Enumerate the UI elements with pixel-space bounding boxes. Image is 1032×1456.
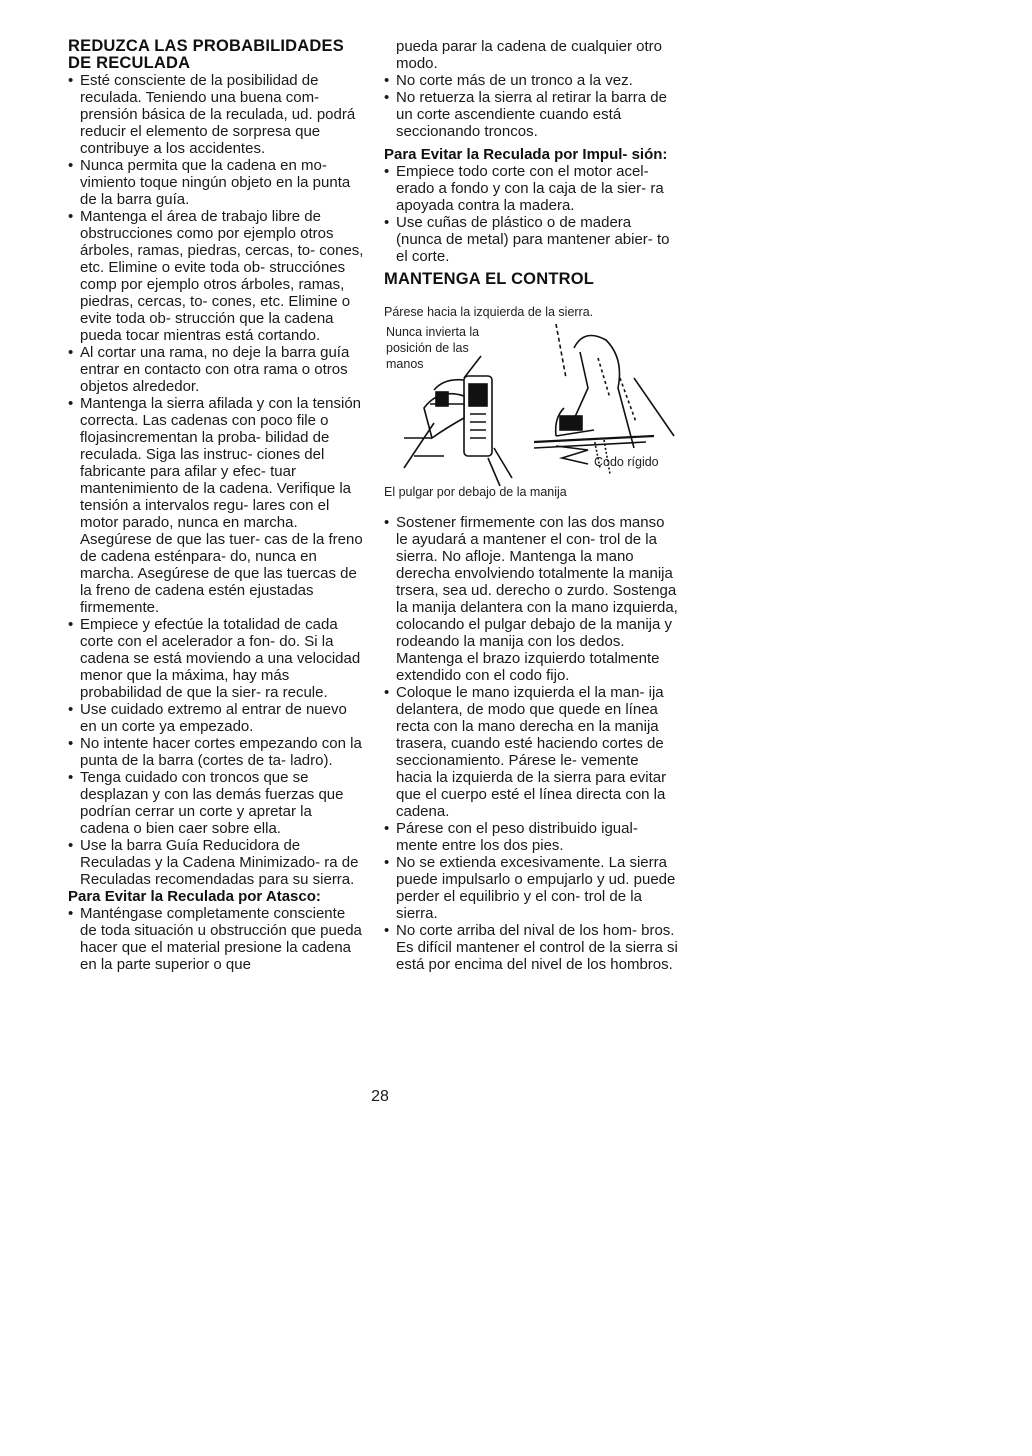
impulsion-list bbox=[384, 163, 678, 265]
heading-atasco: Para Evitar la Reculada por Atasco: bbox=[68, 888, 321, 905]
list-item: • No intente hacer cortes empezando con la punta de la barra (cortes de ta- ladro). bbox=[68, 735, 364, 769]
list-item: • Empiece todo corte con el motor acel- erado a fondo y con la caja de la sier- ra apoyada contra la madera. bbox=[384, 163, 678, 214]
figure-caption-top: Párese hacia la izquierda de la sierra. bbox=[384, 305, 594, 319]
list-item: • Esté consciente de la posibilidad de reculada. Teniendo una buena com- prensión básica de la reculada, ud. podrá reducir el elemento de sorpresa que contribuye a los accidentes. bbox=[68, 72, 364, 157]
list-item: • Use la barra Guía Reducidora de Reculadas y la Cadena Minimizado- ra de Reculadas recomendadas para su sierra. bbox=[68, 837, 364, 888]
page-number: 28 bbox=[371, 1088, 389, 1105]
list-item: • Coloque le mano izquierda el la man- ija delantera, de modo que quede en línea recta con la mano derecha en la manija trasera, cuando esté haciendo cortes de seccionamiento. Párese le- vemente hacia la izquierda de la sierra para evitar que el cuerpo esté el línea directa con la cadena. bbox=[384, 684, 678, 820]
control-list bbox=[384, 514, 678, 973]
list-item: • Sostener firmemente con las dos manso le ayudará a mantener el con- trol de la sierra. No afloje. Mantenga la mano derecha envolviendo totalmente la manija trsera, sea ud. derecho o zurdo. Sostenga la manija delantera con la mano izquierda, colocando el pulgar debajo de la manija y rodeando la manija con los dedos. Mantenga el brazo izquierdo totalmente extendido con el codo fijo. bbox=[384, 514, 678, 684]
list-item: • Empiece y efectúe la totalidad de cada corte con el acelerador a fon- do. Si la cadena se está moviendo a una velocidad menor que la máxima, hay más probabilidad de que la sier- ra recule. bbox=[68, 616, 364, 701]
list-item: • Al cortar una rama, no deje la barra guía entrar en contacto con otra rama o otros objetos alrededor. bbox=[68, 344, 364, 395]
list-item: • Párese con el peso distribuido igual- mente entre los dos pies. bbox=[384, 820, 678, 854]
list-item: • No corte arriba del nival de los hom- bros. Es difícil mantener el control de la sierra si está por encima del nivel de los hombros. bbox=[384, 922, 678, 973]
list-item: • Use cuñas de plástico o de madera (nunca de metal) para mantener abier- to el corte. bbox=[384, 214, 678, 265]
heading-reduzca: REDUZCA LAS PROBABILIDADES DE RECULADA bbox=[68, 37, 344, 72]
control-figure bbox=[384, 304, 678, 500]
figure-label-elbow: Codo rígido bbox=[594, 455, 659, 469]
list-item: • No retuerza la sierra al retirar la barra de un corte ascendiente cuando está seccionando troncos. bbox=[384, 89, 678, 140]
figure-label-hands: Nunca invierta la posición de las manos bbox=[386, 325, 480, 371]
list-item: • No se extienda excesivamente. La sierra puede impulsarlo o empujarlo y ud. puede perder el equilibrio y el con- trol de la sierra. bbox=[384, 854, 678, 922]
atasco-list bbox=[68, 905, 364, 973]
list-item: • Tenga cuidado con troncos que se desplazan y con las demás fuerzas que podrían cerrar un corte y apretar la cadena o bien caer sobre ella. bbox=[68, 769, 364, 837]
tronco-list bbox=[384, 72, 678, 140]
list-item: • Nunca permita que la cadena en mo- vimiento toque ningún objeto en la punta de la barra guía. bbox=[68, 157, 364, 208]
left-column bbox=[68, 38, 364, 973]
heading-impulsion: Para Evitar la Reculada por Impul- sión: bbox=[384, 146, 668, 163]
list-item: • No corte más de un tronco a la vez. bbox=[384, 72, 678, 89]
list-item: • Use cuidado extremo al entrar de nuevo en un corte ya empezado. bbox=[68, 701, 364, 735]
right-column bbox=[384, 38, 678, 973]
heading-mantenga-control: MANTENGA EL CONTROL bbox=[384, 270, 595, 288]
reculada-list bbox=[68, 72, 364, 888]
list-item: • Manténgase completamente consciente de toda situación u obstrucción que pueda hacer que el material presione la cadena en la parte superior o que bbox=[68, 905, 364, 973]
list-item: • Mantenga la sierra afilada y con la tensión correcta. Las cadenas con poco file o flojasincrementan la proba- bilidad de reculada. Siga las instruc- ciones del fabricante para afilar y efec- tuar mantenimiento de la cadena. Verifique la tensión a intervalos regu- lares con el motor parado, nunca en marcha. Asegúrese de que las tuer- cas de la freno de cadena esténpara- do, nunca en marcha. Asegúrese de que las tuercas de la freno de cadena estén ejustadas firmemente. bbox=[68, 395, 364, 616]
continued-text: pueda parar la cadena de cualquier otro modo. bbox=[396, 38, 663, 72]
list-item: • Mantenga el área de trabajo libre de obstrucciones como por ejemplo otros árboles, ramas, piedras, cercas, to- cones, etc. Elimine o evite toda ob- strucciónes comp por ejemplo otros árboles, ramas, piedras, cercas, to- cones, etc. Elimine o evite toda ob- strucción que la cadena pueda tocar mientras está cortando. bbox=[68, 208, 364, 344]
figure-caption-bottom: El pulgar por debajo de la manija bbox=[384, 485, 567, 499]
